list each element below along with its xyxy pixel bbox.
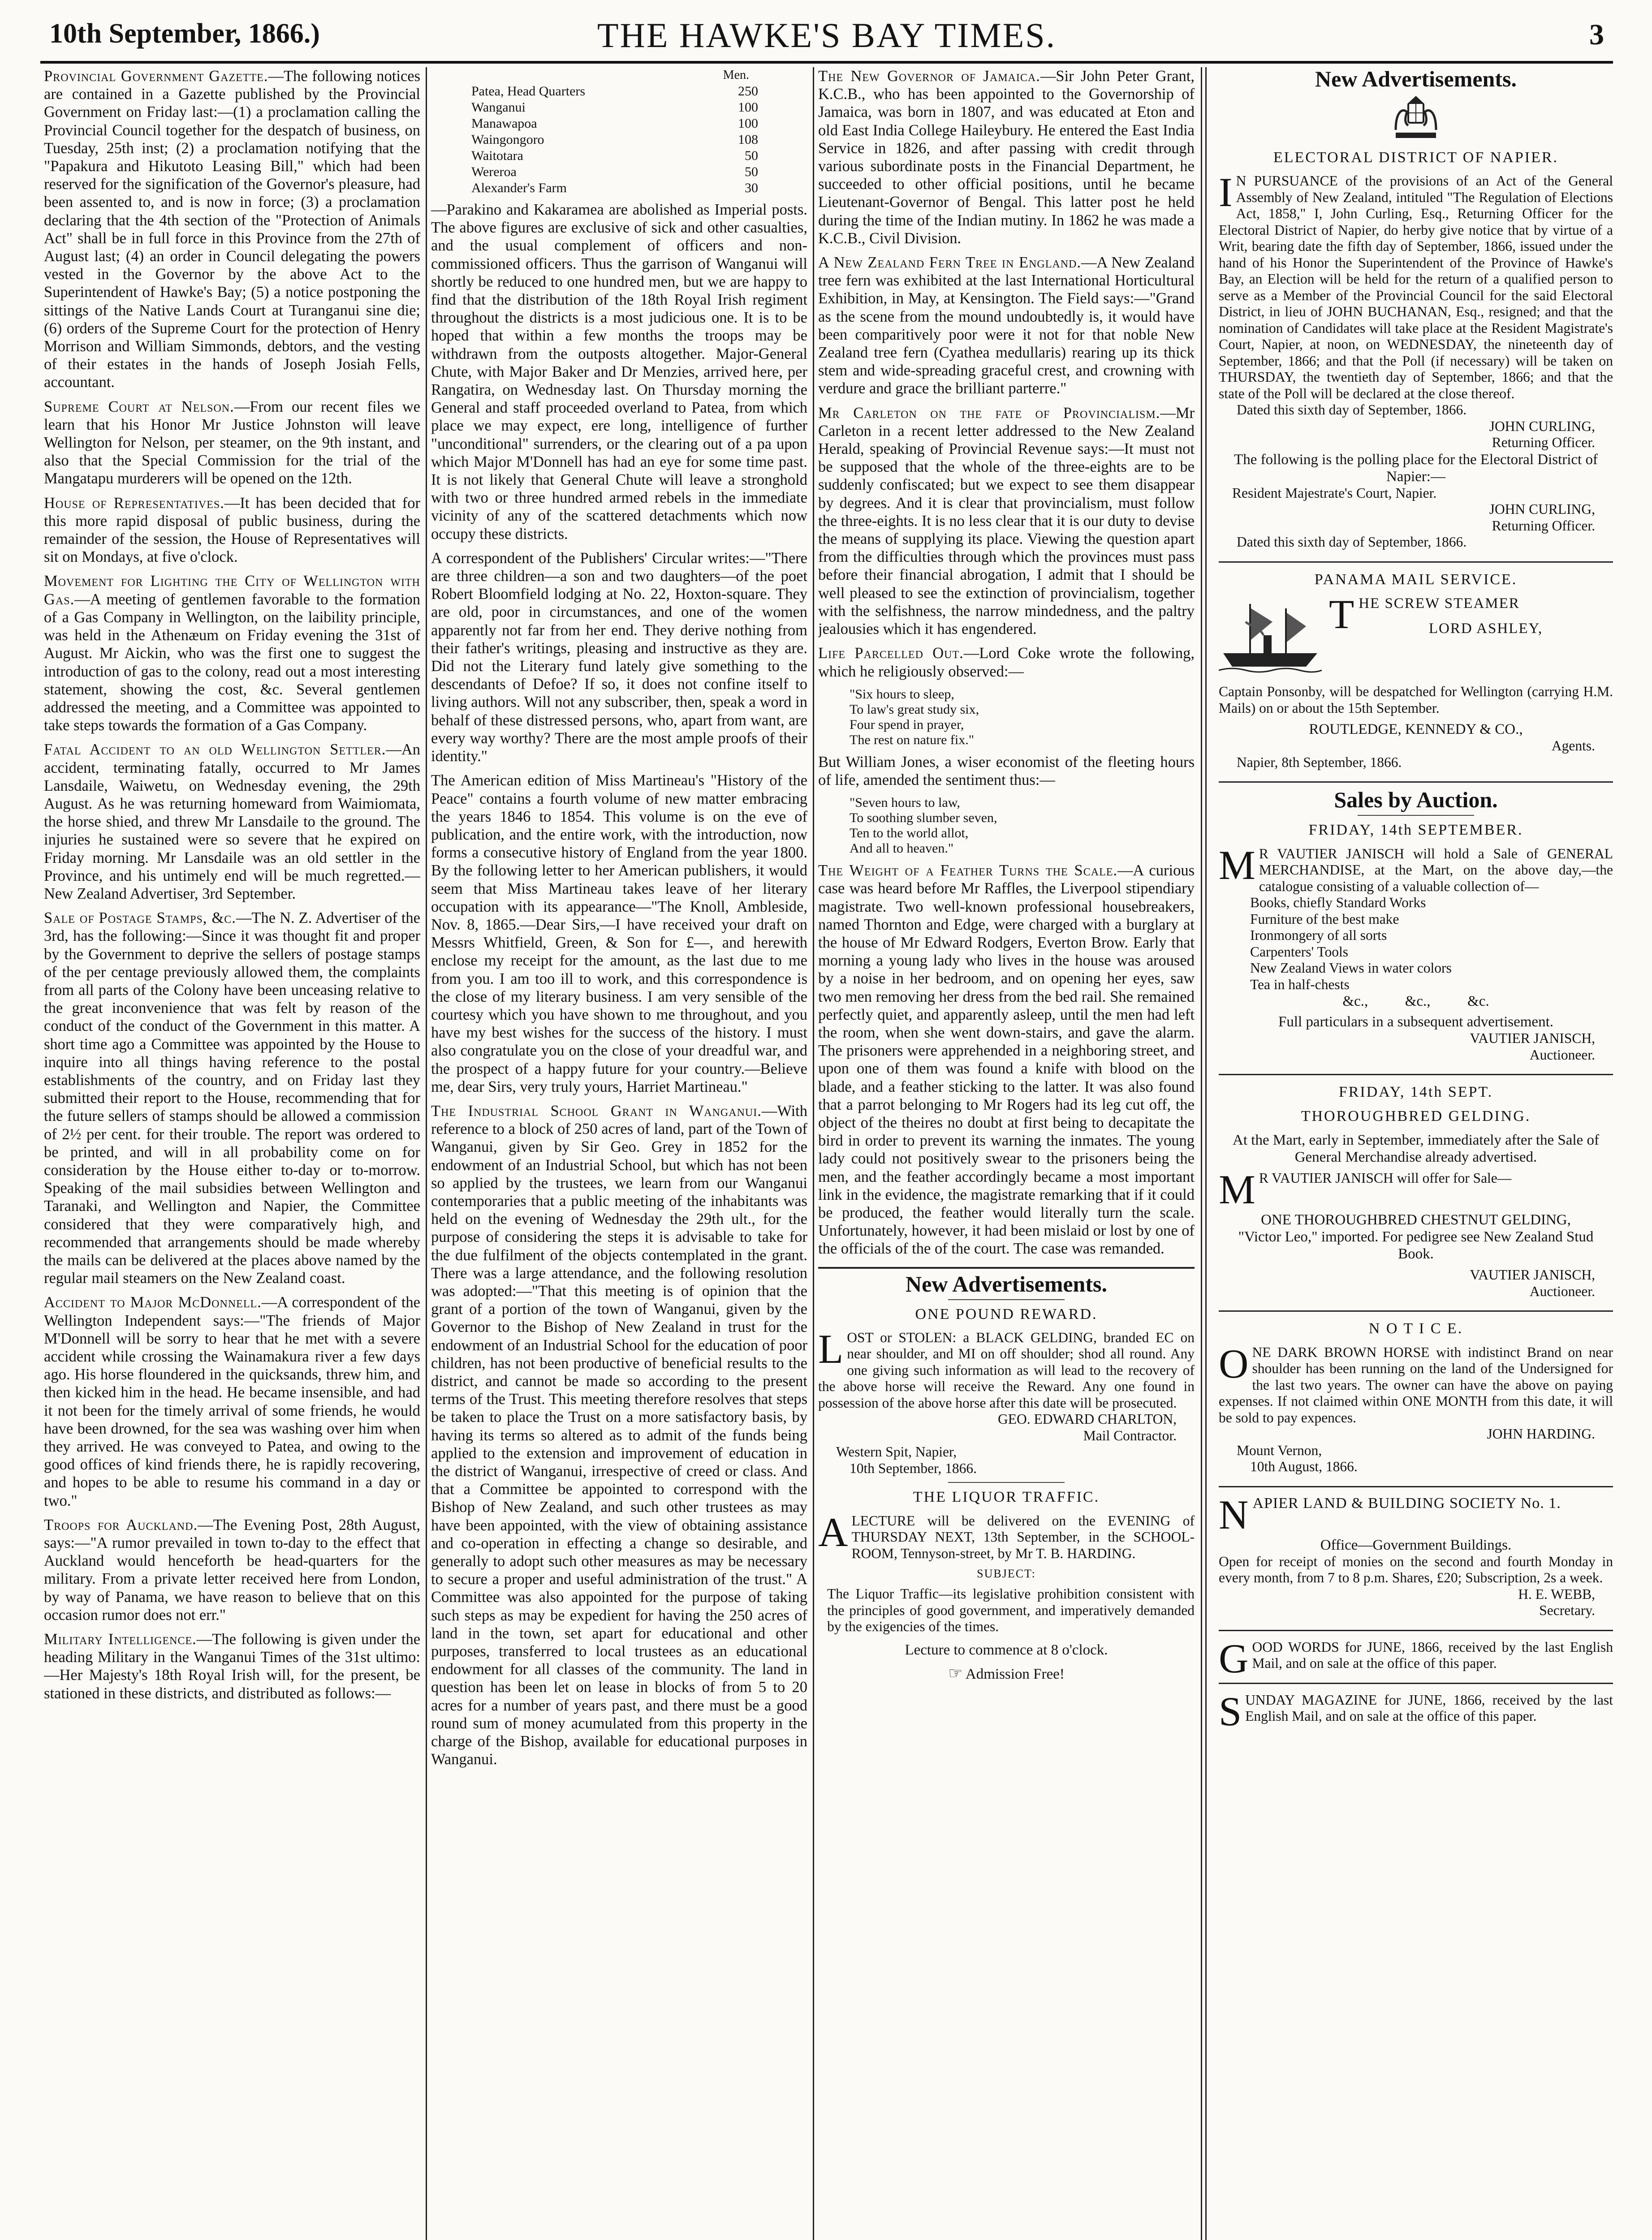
ad-signature-title: Secretary. bbox=[1539, 1602, 1595, 1619]
royal-arms-icon bbox=[1387, 94, 1445, 143]
drop-cap: S bbox=[1219, 1688, 1242, 1734]
ad-signature: VAUTIER JANISCH, bbox=[1470, 1267, 1595, 1283]
ad-ship-name: LORD ASHLEY, bbox=[1428, 620, 1543, 637]
drop-cap: T bbox=[1329, 591, 1355, 638]
ad-heading: PANAMA MAIL SERVICE. bbox=[1314, 571, 1518, 588]
divider bbox=[1219, 1310, 1613, 1312]
newspaper-title: THE HAWKE'S BAY TIMES. bbox=[597, 16, 1057, 55]
ad-date: 10th August, 1866. bbox=[1250, 1459, 1358, 1475]
drop-cap: I bbox=[1219, 169, 1233, 215]
troop-men: 100 bbox=[738, 116, 758, 131]
troop-place: Waitotara bbox=[471, 148, 523, 163]
article-house bbox=[44, 494, 420, 566]
troop-table-header: Men. bbox=[723, 68, 749, 82]
article-text: —The Evening Post, 28th August, says:—"A rumor prevailed in town to-day to the effect that Auckland would henceforth be head-quarters for the military. From a private letter received here from London, by way of Panama, we have reason to believe that on this occasion rumor does not err." bbox=[44, 1516, 420, 1624]
article-heading: Supreme Court at Nelson. bbox=[44, 398, 234, 415]
article-text: —The N. Z. Advertiser of the 3rd, has the following:—Since it was thought fit and proper by the Government to deprive the sellers of postage stamps of the per centage previously allowed them, the complaints from all parts of the Colony have been unceasing relative to the great inconvenience that was felt by reason of the conduct of the conduct of the Government in this matter. A short time ago a Committee was appointed by the House to inquire into all things having reference to the postal establishments of the country, and on Friday last they submitted their report to the House, recommending that for the future sellers of stamps should be allowed a commission of 2½ per cent. for their trouble. The report was ordered to be printed, and will in all probability come on for consideration by the House either to-day or to-morrow. Speaking of the mail subsidies between Wellington and Taranaki, and Wellington and Napier, the Committee considered that they were comparatively high, and recommended that arrangements should be made whereby the mails can be delivered at the places above named by the regular mail steamers on the New Zealand coast. bbox=[44, 909, 420, 1287]
ad-text: Captain Ponsonby, will be despatched for Wellington (carrying H.M. Mails) on or about the 15th September. bbox=[1219, 684, 1613, 716]
article-heading: Sale of Postage Stamps, &c. bbox=[44, 909, 236, 927]
article-posts: —Parakino and Kakaramea are abolished as Imperial posts. The above figures are exclusive of sick and other casualties, and the usual complement of officers and non-commissioned officers. Thus the garrison of Wanganui will shortly be reduced to one hundred men, but we are happy to find that the distribution of the 18th Royal Irish regiment throughout the districts is a most judicious one. It is to be hoped that within a few months the troops may be withdrawn from the outposts altogether. Major-General Chute, with Major Baker and Dr Menzies, arrived here, per Rangatira, on Wednesday last. On Thursday morning the General and staff proceeded overland to Patea, from which place we may expect, ere long, intelligence of further "unconditional" surrenders, or the clearing out of a pa upon which Major M'Donnell has had an eye for some time past. It is not likely that General Chute will leave a stronghold with two or three hundred armed rebels in the immediate vicinity of any of the scattered detachments which now occupy these districts. bbox=[431, 201, 807, 543]
troop-place: Waingongoro bbox=[471, 132, 544, 147]
article-text: —It has been decided that for this more rapid disposal of public business, during the remainder of the session, the House of Representatives will sit on Mondays, at five o'clock. bbox=[44, 494, 420, 566]
column-rule bbox=[1201, 67, 1202, 2240]
article-fern-tree bbox=[818, 254, 1195, 398]
ad-reward bbox=[818, 1326, 1195, 1412]
ad-electoral bbox=[1219, 169, 1613, 402]
divider bbox=[1219, 1074, 1613, 1075]
article-text: —With reference to a block of 250 acres of land, part of the Town of Wanganui, given by Sir Geo. Grey in 1852 for the endowment of an Industrial School, but which has not been so applied by the trustees, we learn from our Wanganui contemporaries that a public meeting of the inhabitants was held on the evening of Wednesday the 29th ult., for the purpose of considering the steps it is advisable to take for the due fulfilment of the objects contemplated in the grant. There was a large attendance, and the following resolution was adopted:—"That this meeting is of opinion that the grant of a portion of the town of Wanganui, given by the Governor to the Bishop of New Zealand in trust for the endowment of an Industrial School for the education of poor children, has not been productive of beneficial results to the district, and cannot be made so according to the present terms of the Trust. This meeting therefore resolves that steps be taken to place the Trust on a more satisfactory basis, by having its terms so altered as to admit of the funds being applied to the extension and improvement of education in the district of Wanganui, irrespective of creed or class. And that a Committee be appointed to correspond with the Bishop of New Zealand, and such other trustees as may have been appointed, with the view of obtaining assistance and co-operation in effecting a change so desirable, and generally to adopt such other measures as may be necessary to secure a proper and useful administration of the trust." A Committee was also appointed for the purpose of taking such steps as may be expedient for having the 250 acres of land in the town, set apart for educational and other purposes, transferred to local trustees as an educational endowment for all classes of the community. The land in question has been let on lease in blocks of from 5 to 20 acres for a number of years past, and there must be a good round sum of money acumulated from this property in the charge of the Bishop, available for educational purposes in Wanganui. bbox=[431, 1102, 807, 1768]
article-text: —A New Zealand tree fern was exhibited at the last International Horticultural Exhibition, in May, at Kensington. The Field says:—"Grand as the scene from the mound undoubtedly is, it would have been comparitively poor were it not for that noble New Zealand tree fern (Cyathea medullaris) rearing up its thick stem and wide-spreading graceful crest, and crowning with verdure and grace the brilliant parterre." bbox=[818, 254, 1195, 397]
ad-heading: FRIDAY, 14th SEPTEMBER. bbox=[1308, 822, 1523, 839]
table-row bbox=[471, 180, 758, 196]
drop-cap: M bbox=[1219, 1167, 1255, 1213]
ad-text: NE DARK BROWN HORSE with indistinct Brand on near shoulder has been running on the land of the Undersigned for the last two years. The owner can have the above on paying expenses. If not claimed within ONE MONTH from this date, it will be sold to pay expences. bbox=[1219, 1344, 1613, 1426]
column-3 bbox=[818, 67, 1195, 2240]
ad-subheading: THOROUGHBRED GELDING. bbox=[1301, 1108, 1531, 1125]
ad-place: Mount Vernon, bbox=[1237, 1442, 1322, 1458]
list-item: Books, chiefly Standard Works bbox=[1250, 895, 1426, 911]
troop-men: 50 bbox=[745, 148, 758, 163]
list-item: Tea in half-chests bbox=[1250, 976, 1350, 992]
divider bbox=[948, 1482, 1065, 1483]
article-heading: The New Governor of Jamaica. bbox=[818, 68, 1040, 85]
issue-date: 10th September, 1866.) bbox=[49, 18, 320, 49]
poem-line: The rest on nature fix." bbox=[850, 732, 974, 747]
article-feather bbox=[818, 862, 1195, 1258]
ad-heading: APIER LAND & BUILDING SOCIETY No. 1. bbox=[1252, 1495, 1561, 1512]
article-life-parcelled bbox=[818, 644, 1195, 680]
ad-signature: JOHN CURLING, bbox=[1489, 418, 1595, 434]
ad-heading: THE LIQUOR TRAFFIC. bbox=[913, 1489, 1100, 1506]
article-heading: Troops for Auckland. bbox=[44, 1516, 198, 1534]
article-heading: Provincial Government Gazette. bbox=[44, 68, 268, 85]
article-text: —The following is given under the heading Military in the Wanganui Times of the 31st ultimo:—Her Majesty's 18th Royal Irish will, for the present, be stationed in these districts, and distributed as follows:— bbox=[44, 1631, 420, 1702]
poem-line: "Six hours to sleep, bbox=[850, 686, 954, 702]
ad-heading: ELECTORAL DISTRICT OF NAPIER. bbox=[1273, 149, 1559, 166]
divider bbox=[948, 1299, 1065, 1300]
poem-line: Four spend in prayer, bbox=[850, 717, 964, 732]
drop-cap: L bbox=[818, 1326, 844, 1372]
drop-cap: M bbox=[1219, 842, 1255, 888]
column-1 bbox=[44, 67, 420, 2240]
drop-cap: N bbox=[1219, 1491, 1249, 1538]
article-jamaica bbox=[818, 67, 1195, 247]
troop-men: 100 bbox=[738, 100, 758, 115]
article-text: —A curious case was heard before Mr Raffles, the Liverpool stipendiary magistrate. Two well-known professional housebreakers, named Thornton and Edge, were charged with a burglary at the house of Mr Edward Rodgers, Everton Brow. Early that morning a young lady who lives in the house was aroused by a noise in her bedroom, and on opening her eyes, saw two men removing her dress from the bed rail. She remained perfectly quiet, and apparently asleep, until the men had left the room, when she went down-stairs, and gave the alarm. The prisoners were apprehended in a neighboring street, and upon one of them was found a knife with blood on the blade, and a feather sticking to the latter. It was also found that a parrot belonging to Mr Rogers had its leg cut off, the object of the theires no doubt at first being to decapitate the bird in order to prevent its warning the inmates. The young lady could not positively swear to the prisoners being the men, and the feather accordingly became a most important link in the evidence, the magistrate remarking that if it could be produced, the feather would literally turn the scale. Unfortunately, however, it had been mislaid or lost by one of the officials of the of the court. The case was remanded. bbox=[818, 862, 1195, 1258]
troop-men: 108 bbox=[738, 132, 758, 147]
poem-line: And all to heaven." bbox=[850, 841, 954, 856]
poem-line: To soothing slumber seven, bbox=[850, 810, 997, 826]
ad-text: LECTURE will be delivered on the EVENING of THURSDAY NEXT, 13th September, in the SCHOOL-ROOM, Tennyson-street, by Mr T. B. HARDING. bbox=[851, 1512, 1195, 1561]
article-heading: Fatal Accident to an old Wellington Settler. bbox=[44, 741, 386, 758]
ad-heading: ONE POUND REWARD. bbox=[915, 1305, 1098, 1322]
poem-jones bbox=[850, 795, 1195, 856]
table-row bbox=[471, 148, 758, 164]
divider bbox=[1219, 1683, 1613, 1684]
table-row bbox=[471, 164, 758, 180]
column-rule bbox=[1205, 67, 1207, 2240]
troop-men: 250 bbox=[738, 84, 758, 99]
ad-subject-label: SUBJECT: bbox=[977, 1567, 1036, 1581]
article-heading: The Weight of a Feather Turns the Scale. bbox=[818, 862, 1118, 879]
ad-text: OST or STOLEN: a BLACK GELDING, branded EC on near shoulder, and MI on off shoulder; shod all round. Any one giving such information as will lead to the recovery of the above horse will receive the Reward. Any one found in possession of the above horse after this date will be prosecuted. bbox=[818, 1329, 1195, 1411]
ad-offer bbox=[1219, 1167, 1613, 1213]
article-heading: Accident to Major McDonnell. bbox=[44, 1294, 262, 1311]
ad-heading: N O T I C E. bbox=[1368, 1320, 1463, 1337]
column-rule bbox=[426, 67, 427, 2240]
ad-signature-title: Mail Contractor. bbox=[1083, 1427, 1177, 1443]
article-industrial-school bbox=[431, 1102, 807, 1769]
drop-cap: G bbox=[1219, 1635, 1249, 1681]
ad-signature-title: Returning Officer. bbox=[1492, 435, 1595, 451]
ad-office: Office—Government Buildings. bbox=[1320, 1537, 1512, 1553]
ad-detail: "Victor Leo," imported. For pedigree see New Zealand Stud Book. bbox=[1238, 1229, 1594, 1262]
ad-signature-title: Agents. bbox=[1551, 738, 1595, 754]
ad-free-text: Admission Free! bbox=[965, 1666, 1065, 1682]
ad-signature: H. E. WEBB, bbox=[1518, 1586, 1595, 1602]
article-mcdonnell bbox=[44, 1293, 420, 1509]
troop-place: Manawapoa bbox=[471, 116, 537, 131]
troop-place: Wanganui bbox=[471, 100, 526, 115]
article-text: —From our recent files we learn that his Honor Mr Justice Johnston will leave Wellington for Nelson, per steamer, on the 9th instant, and also that the Special Commission for the trial of the Mangatapu murderers will be opened on the 12th. bbox=[44, 398, 420, 487]
article-text: —An accident, terminating fatally, occurred to Mr James Lansdaile, Waiwetu, on Wednesday evening, the 29th August. As he was returning homeward from Waimiomata, the horse shied, and threw Mr Lansdaile to the ground. The injuries he sustained were so severe that he expired on Friday morning. Mr Lansdaile was an old settler in the Province, and his untimely end will be much regretted.—New Zealand Advertiser, 3rd September. bbox=[44, 741, 420, 902]
ad-text: OOD WORDS for JUNE, 1866, received by the last English Mail, and on sale at the office of this paper. bbox=[1252, 1639, 1613, 1671]
steamship-icon bbox=[1219, 595, 1322, 676]
ad-etc: &c., &c., &c. bbox=[1342, 993, 1489, 1010]
article-text: —Mr Carleton in a recent letter addressed to the New Zealand Herald, speaking of Provincial Revenue says:—It must not be supposed that the whole of the three-eights are to be suddenly confiscated; but we expect to see them disappear by degrees. And it is clear that provincialism, must follow the three-eights. It is no less clear that it is our duty to devise the means of supplying its place. Viewing the question apart from the difficulties through which the provinces must pass before their financial abrogation, I admit that I should be well pleased to see the extinction of provincialism, together with the selfishness, the narrow mindedness, and the paltry jealousies which it has engendered. bbox=[818, 404, 1195, 638]
ad-item: ONE THOROUGHBRED CHESTNUT GELDING, bbox=[1261, 1212, 1571, 1228]
ad-signature: JOHN HARDING. bbox=[1487, 1426, 1595, 1442]
list-item: Ironmongery of all sorts bbox=[1250, 927, 1387, 943]
article-bloomfield: A correspondent of the Publishers' Circular writes:—"There are three children—a son and two daughters—of the poet Robert Bloomfield lodging at No. 22, Hoxton-square. They are old, poor in circumstances, and one of the women apparently not far from her end. They derive nothing from their father's writings, pleasing and instructive as they are. Did not the Literary fund lately give something to the descendants of Defoe? If so, it does not confine itself to living authors. Will not any subscriber, then, speak a word in behalf of these distressed persons, who, apart from want, are every way worthy? There are the most ample proofs of their identity." bbox=[431, 549, 807, 765]
article-text: —A meeting of gentlemen favorable to the formation of a Gas Company in Wellington, on the laibility principle, was held in the Athenæum on Friday evening the 31st of August. Mr Aickin, who was the first one to suggest the introduction of gas to the colony, read out a most interesting statement, showing the cost, &c. Several gentlemen addressed the meeting, and a Committee was appointed to take steps towards the formation of a Gas Company. bbox=[44, 590, 420, 734]
masthead bbox=[40, 8, 1613, 64]
list-item: Furniture of the best make bbox=[1250, 911, 1399, 927]
article-gazette bbox=[44, 67, 420, 392]
ad-notice bbox=[1219, 1340, 1613, 1426]
table-row bbox=[471, 83, 758, 99]
article-heading: Military Intelligence. bbox=[44, 1631, 197, 1648]
troop-men: 50 bbox=[745, 164, 758, 179]
article-postage bbox=[44, 909, 420, 1287]
ad-text: At the Mart, early in September, immediately after the Sale of General Merchandise already advertised. bbox=[1233, 1132, 1599, 1166]
ad-text: Open for receipt of monies on the second and fourth Monday in every month, from 7 to 8 p.m. Shares, £20; Subscription, 2s a week. bbox=[1219, 1553, 1613, 1586]
article-text: —The following notices are contained in a Gazette published by the Provincial Government on Friday last:—(1) a proclamation calling the Provincial Council together for the despatch of business, on Tuesday, 25th inst; (2) a proclamation notifying that the "Papakura and Hikutoto Leasing Bill," which had been reserved for the signification of the Governor's pleasure, had been assented to, and is now in force; (3) a proclamation declaring that the 4th section of the "Protection of Animals Act" shall be in full force in this Province from the 27th of August last; (4) an order in Council delegating the powers vested in the Governor by the above Act to the Superintendent of Hawke's Bay; (5) a notice postponing the sittings of the Native Lands Court at Turanganui sine die; (6) orders of the Supreme Court for the protection of Henry Morrison and William Simmonds, debtors, and the vesting of their estates in the hands of Joseph Josiah Fells, accountant. bbox=[44, 68, 420, 391]
article-heading: Movement for Lighting the City of Wellington with Gas. bbox=[44, 573, 420, 608]
ad-liquor bbox=[818, 1509, 1195, 1562]
ad-subject: The Liquor Traffic—its legislative prohibition consistent with the principles of good government, and imperatively demanded by the exigencies of the times. bbox=[827, 1586, 1195, 1635]
ad-signature: GEO. EDWARD CHARLTON, bbox=[997, 1411, 1177, 1427]
poem-line: "Seven hours to law, bbox=[850, 795, 960, 810]
article-heading: Life Parcelled Out. bbox=[818, 645, 964, 662]
list-item: New Zealand Views in water colors bbox=[1250, 960, 1452, 976]
column-4 bbox=[1219, 67, 1613, 2240]
ad-signature-title: Auctioneer. bbox=[1529, 1047, 1595, 1063]
ad-full-particulars: Full particulars in a subsequent advertisement. bbox=[1278, 1014, 1553, 1030]
article-gas bbox=[44, 572, 420, 734]
ad-text: UNDAY MAGAZINE for JUNE, 1866, received by the last English Mail, and on sale at the office of this paper. bbox=[1245, 1692, 1613, 1724]
article-heading: A New Zealand Fern Tree in England. bbox=[818, 254, 1081, 271]
divider bbox=[1358, 815, 1474, 816]
table-row bbox=[471, 116, 758, 132]
troop-table bbox=[471, 67, 758, 196]
ad-free bbox=[818, 1665, 1195, 1683]
article-martineau: The American edition of Miss Martineau's "History of the Peace" contains a fourth volume of new matter embracing the years 1846 to 1854. This volume is on the eve of publication, and the entire work, with the introduction, now forms a consecutive history of England from the year 1800. By the following letter to her American publishers, it would seem that Miss Martineau takes leave of her literary occupation with its appearance—"The Knoll, Ambleside, Nov. 8, 1865.—Dear Sirs,—I have received your draft on Messrs Whitfield, Green, & Son for £—, and herewith enclose my receipt for the amount, as the last due to me from you. I am too ill to work, and this correspondence is the close of my literary business. I am very sensible of the courtesy which you have shown to me throughout, and you have my best wishes for the success of the history. I must also congratulate you on the close of your dreadful war, and the prospect of a happy future for your country.—Believe me, dear Sirs, very truly yours, Harriet Martineau." bbox=[431, 772, 807, 1095]
ad-text: R VAUTIER JANISCH will offer for Sale— bbox=[1259, 1170, 1512, 1186]
ad-polling-place: Resident Majestrate's Court, Napier. bbox=[1232, 485, 1437, 501]
troop-men: 30 bbox=[745, 181, 758, 195]
article-text: —A correspondent of the Wellington Independent says:—"The friends of Major M'Donnell will be sorry to hear that he met with a severe accident while crossing the Wainamakura river a few days ago. His horse floundered in the quicksands, threw him, and then kicked him in the head. He became insensible, and had it not been for the timely arrival of some friends, he would have been drowned, for the sea was washing over him when they arrived. He was conveyed to Patea, and owing to the good offices of kind friends there, he is rapidly recovering, and hopes to be able to resume his command in a day or two." bbox=[44, 1294, 420, 1509]
troop-place: Alexander's Farm bbox=[471, 181, 567, 195]
poem-line: Ten to the world allot, bbox=[850, 826, 969, 841]
ad-place: Western Spit, Napier, bbox=[836, 1444, 957, 1460]
sales-by-auction-heading: Sales by Auction. bbox=[1334, 787, 1498, 813]
pointing-hand-icon: ☞ bbox=[948, 1664, 963, 1682]
ad-sale-merchandise bbox=[1219, 842, 1613, 895]
divider bbox=[1219, 1486, 1613, 1487]
ad-signature: VAUTIER JANISCH, bbox=[1470, 1030, 1595, 1047]
article-fatal-accident bbox=[44, 741, 420, 903]
ad-polling: The following is the polling place for the Electoral District of Napier:— bbox=[1234, 451, 1598, 485]
drop-cap: O bbox=[1219, 1340, 1249, 1387]
table-row bbox=[471, 132, 758, 148]
poem-line: To law's great study six, bbox=[850, 702, 979, 717]
article-jones: But William Jones, a wiser economist of the fleeting hours of life, amended the sentiment thus:— bbox=[818, 753, 1195, 788]
divider bbox=[1219, 561, 1613, 563]
ad-good-words bbox=[1219, 1635, 1613, 1681]
ad-time: Lecture to commence at 8 o'clock. bbox=[905, 1641, 1108, 1658]
column-rule bbox=[813, 67, 814, 2240]
ad-dated: Dated this sixth day of September, 1866. bbox=[1237, 402, 1467, 418]
ad-signature-title: Auctioneer. bbox=[1529, 1283, 1595, 1299]
article-provincialism bbox=[818, 404, 1195, 638]
ad-ship-heading: HE SCREW STEAMER bbox=[1359, 595, 1520, 612]
ad-signature: ROUTLEDGE, KENNEDY & CO., bbox=[1309, 721, 1523, 738]
troop-place: Wereroa bbox=[471, 164, 517, 179]
page-number: 3 bbox=[1589, 18, 1604, 51]
article-text: —Lord Coke wrote the following, which he religiously observed:— bbox=[818, 645, 1195, 680]
article-heading: Mr Carleton on the fate of Provincialism. bbox=[818, 404, 1160, 422]
new-advertisements-heading: New Advertisements. bbox=[1315, 67, 1517, 91]
drop-cap: A bbox=[818, 1509, 848, 1555]
ad-text: R VAUTIER JANISCH will hold a Sale of GENERAL MERCHANDISE, at the Mart, on the above day,—the catalogue consisting of a valuable collection of— bbox=[1259, 845, 1613, 894]
poem-coke bbox=[850, 687, 1195, 748]
troop-place: Patea, Head Quarters bbox=[471, 84, 586, 99]
list-item: Carpenters' Tools bbox=[1250, 943, 1348, 960]
ad-sunday-magazine bbox=[1219, 1688, 1613, 1734]
ad-signature: JOHN CURLING, bbox=[1489, 501, 1595, 517]
divider bbox=[1219, 781, 1613, 783]
article-military bbox=[44, 1630, 420, 1702]
ad-dated: Dated this sixth day of September, 1866. bbox=[1237, 534, 1467, 550]
article-troops bbox=[44, 1516, 420, 1624]
article-heading: The Industrial School Grant in Wanganui. bbox=[431, 1102, 762, 1120]
ad-date: Napier, 8th September, 1866. bbox=[1237, 754, 1402, 770]
article-heading: House of Representatives. bbox=[44, 494, 224, 512]
new-advertisements-heading: New Advertisements. bbox=[818, 1267, 1195, 1293]
ad-text: N PURSUANCE of the provisions of an Act of the General Assembly of New Zealand, intituled "The Regulation of Elections Act, 1858," I, John Curling, Esq., Returning Officer for the Electoral District of Napier, do herby give notice that by virtue of a Writ, bearing date the fifth day of September, 1866, issued under the hand of his Honor the Superintendent of the Province of Hawke's Bay, an Election will be held for the return of a qualified person to serve as a Member of the Provincial Council for the said Electoral District, in lieu of JOHN BUCHANAN, Esq., resigned; and that the nomination of Candidates will take place at the Resident Magistrate's Court, Napier, at noon, on WEDNESDAY, the nineteenth day of September, 1866; and that the Poll (if necessary) will be taken on THURSDAY, the twentieth day of September, 1866; and that the state of the Poll will be declared at the close thereof. bbox=[1219, 173, 1613, 401]
sale-items-list bbox=[1219, 895, 1613, 993]
ad-building-society bbox=[1219, 1491, 1613, 1538]
article-text: —Sir John Peter Grant, K.C.B., who has been appointed to the Governorship of Jamaica, was born in 1807, and was educated at Eton and old East India College Haileybury. He entered the East India Service in 1826, and after passing with credit through various subordinate posts in the Financial Department, he succeeded to other official positions, until he became Lieutenant-Governor of Bengal. This latter post he held during the time of the Indian mutiny. In 1862 he was made a K.C.B., Civil Division. bbox=[818, 68, 1195, 247]
column-2 bbox=[431, 67, 807, 2240]
ad-date: 10th September, 1866. bbox=[850, 1460, 977, 1476]
article-supreme-court bbox=[44, 398, 420, 488]
table-row bbox=[471, 99, 758, 116]
ad-signature-title: Returning Officer. bbox=[1492, 517, 1595, 534]
divider bbox=[1219, 1630, 1613, 1631]
ad-heading: FRIDAY, 14th SEPT. bbox=[1338, 1084, 1493, 1101]
